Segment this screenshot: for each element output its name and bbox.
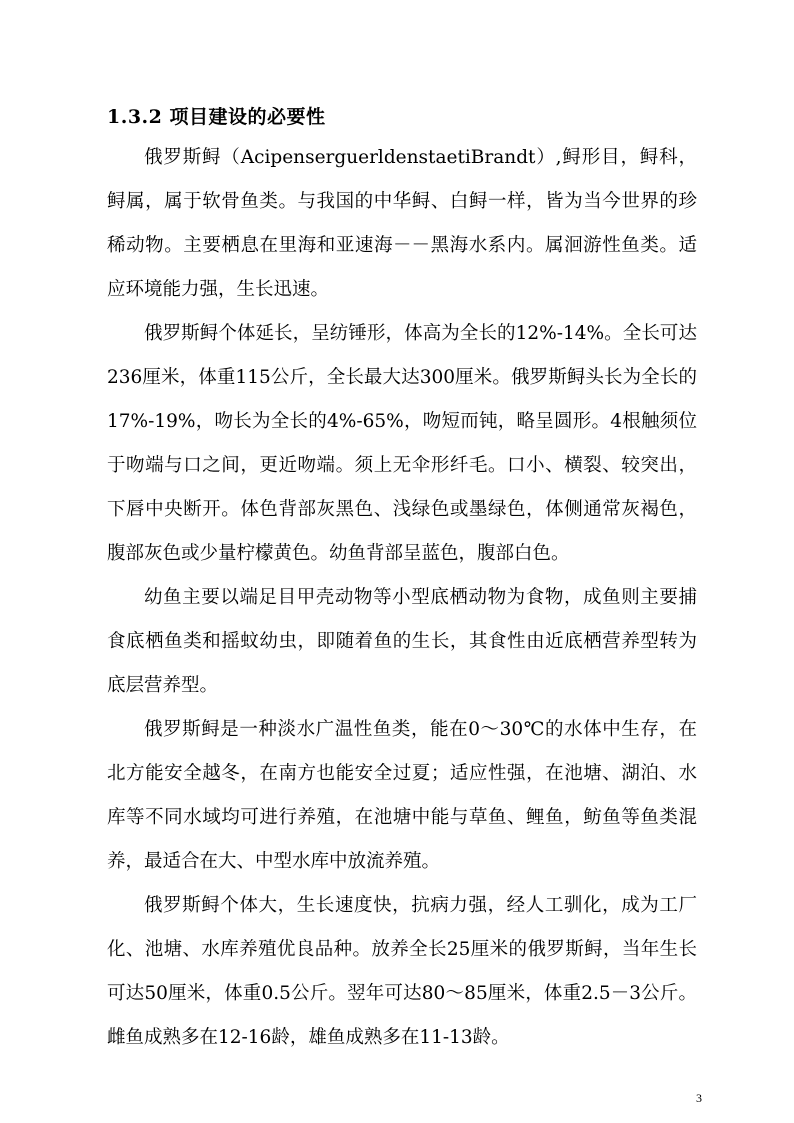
paragraph-growth: 俄罗斯鲟个体大，生长速度快，抗病力强，经人工驯化，成为工厂化、池塘、水库养殖优良品种。放养全长25厘米的俄罗斯鲟，当年生长可达50厘米，体重0.5公斤。翌年可达80～85厘米，体重2.5－3公斤。雌鱼成熟多在12-16龄，雄鱼成熟多在11-13龄。 [107, 895, 697, 1048]
paragraph-habitat: 俄罗斯鲟是一种淡水广温性鱼类，能在0～30℃的水体中生存，在北方能安全越冬，在南方也能安全过夏；适应性强，在池塘、湖泊、水库等不同水域均可进行养殖，在池塘中能与草鱼、鲤鱼，鲂鱼等鱼类混养，最适合在大、中型水库中放流养殖。 [107, 719, 697, 872]
paragraph-morphology: 俄罗斯鲟个体延长，呈纺锤形，体高为全长的12%-14%。全长可达236厘米，体重115公斤，全长最大达300厘米。俄罗斯鲟头长为全长的17%-19%，吻长为全长的4%-65%，吻短而钝，略呈圆形。4根触须位于吻端与口之间，更近吻端。须上无伞形纤毛。口小、横裂、较突出，下唇中央断开。体色背部灰黑色、浅绿色或墨绿色，体侧通常灰褐色，腹部灰色或少量柠檬黄色。幼鱼背部呈蓝色，腹部白色。 [107, 323, 697, 564]
paragraph-diet: 幼鱼主要以端足目甲壳动物等小型底栖动物为食物，成鱼则主要捕食底栖鱼类和摇蚊幼虫，即随着鱼的生长，其食性由近底栖营养型转为底层营养型。 [107, 587, 697, 696]
paragraph-intro: 俄罗斯鲟（AcipenserguerldenstaetiBrandt）,鲟形目，鲟科，鲟属，属于软骨鱼类。与我国的中华鲟、白鲟一样，皆为当今世界的珍稀动物。主要栖息在里海和亚速海－－黑海水系内。属洄游性鱼类。适应环境能力强，生长迅速。 [107, 147, 697, 300]
section-heading: 1.3.2 项目建设的必要性 [107, 106, 326, 128]
body-text [107, 136, 697, 1060]
page-number: 3 [696, 1091, 702, 1105]
